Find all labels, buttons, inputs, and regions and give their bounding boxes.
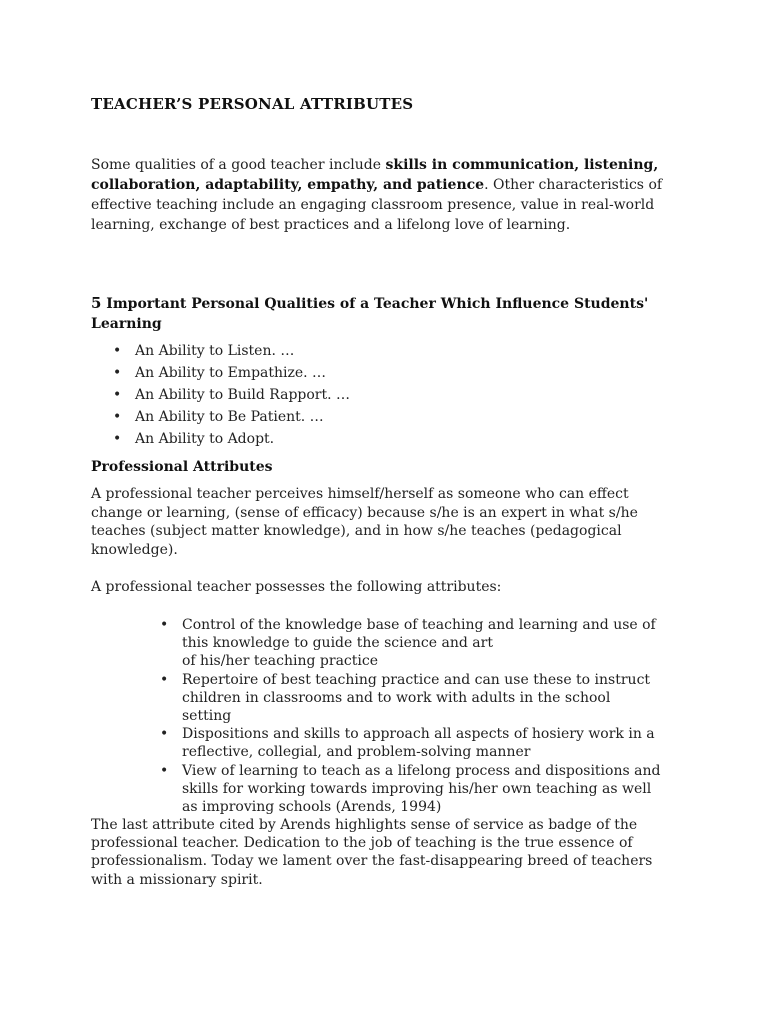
attribute-line: Control of the knowledge base of teaching and learning and use of: [182, 617, 656, 633]
attribute-line: skills for working towards improving his/her own teaching as well: [182, 780, 652, 797]
bullet-icon: •: [160, 762, 169, 779]
intro-line-1: [91, 155, 681, 175]
attributes-intro: A professional teacher possesses the following attributes:: [91, 579, 502, 595]
list-item: [160, 616, 680, 671]
attribute-line: reflective, collegial, and problem-solving manner: [182, 744, 531, 761]
professional-paragraph: [91, 485, 671, 559]
attribute-line: Repertoire of best teaching practice and can use these to instruct: [182, 671, 651, 688]
intro-line-4: learning, exchange of best practices and a lifelong love of learning.: [91, 217, 571, 233]
list-item: [91, 384, 350, 406]
bullet-icon: •: [113, 387, 122, 403]
closing-line: The last attribute cited by Arends highlights sense of service as badge of the: [91, 817, 638, 833]
bullet-icon: •: [113, 409, 122, 425]
closing-line: professionalism. Today we lament over the fast-disappearing breed of teachers: [91, 853, 653, 870]
list-item: [91, 362, 350, 384]
quality-text: An Ability to Be Patient. …: [135, 409, 324, 425]
list-item: [160, 762, 680, 817]
quality-text: An Ability to Adopt.: [135, 431, 275, 447]
professional-line: teaches (subject matter knowledge), and in how s/he teaches (pedagogical: [91, 523, 622, 539]
professional-line: change or learning, (sense of efficacy) because s/he is an expert in what s/he: [91, 504, 638, 521]
bullet-icon: •: [160, 617, 169, 633]
closing-paragraph: [91, 816, 671, 889]
attribute-line: View of learning to teach as a lifelong process and dispositions and: [182, 762, 661, 779]
attribute-line: of his/her teaching practice: [182, 653, 378, 670]
bullet-icon: •: [113, 365, 122, 381]
attribute-line: as improving schools (Arends, 1994): [182, 799, 442, 816]
attribute-line: this knowledge to guide the science and art: [182, 635, 493, 652]
list-item: [91, 428, 350, 450]
qualities-heading: [91, 293, 681, 334]
quality-text: An Ability to Empathize. …: [135, 365, 327, 381]
intro-line-3: effective teaching include an engaging classroom presence, value in real-world: [91, 197, 655, 213]
closing-line: with a missionary spirit.: [91, 871, 263, 888]
qualities-heading-line-1: [91, 293, 681, 314]
attribute-line: children in classrooms and to work with adults in the school: [182, 689, 611, 706]
attribute-line: Dispositions and skills to approach all aspects of hosiery work in a: [182, 726, 655, 743]
qualities-heading-text: Important Personal Qualities of a Teacher Which Influence Students': [101, 296, 649, 312]
intro-text-after: . Other characteristics of: [484, 177, 663, 193]
bullet-icon: •: [113, 343, 122, 359]
quality-text: An Ability to Build Rapport. …: [135, 387, 351, 403]
quality-text: An Ability to Listen. …: [135, 343, 295, 359]
professional-line: A professional teacher perceives himself/herself as someone who can effect: [91, 486, 629, 502]
list-item: [160, 671, 680, 726]
list-item: [91, 340, 350, 362]
intro-line-2: [91, 175, 681, 195]
list-item: [160, 725, 680, 761]
intro-paragraph: [91, 155, 681, 235]
list-item: [91, 406, 350, 428]
bullet-icon: •: [160, 726, 169, 743]
professional-line: knowledge).: [91, 541, 178, 558]
intro-bold-2: collaboration, adaptability, empathy, and patience: [91, 177, 485, 193]
intro-bold-1: skills in communication, listening,: [385, 157, 659, 173]
professional-heading: Professional Attributes: [91, 459, 273, 475]
page-title: TEACHER’S PERSONAL ATTRIBUTES: [91, 95, 414, 113]
attributes-list: [160, 616, 680, 816]
bullet-icon: •: [113, 431, 122, 447]
qualities-list: [91, 340, 350, 450]
qualities-count: 5: [91, 294, 102, 312]
qualities-heading-line-2: Learning: [91, 316, 162, 332]
bullet-icon: •: [160, 671, 169, 688]
intro-text-before: Some qualities of a good teacher include: [91, 157, 386, 173]
closing-line: professional teacher. Dedication to the job of teaching is the true essence of: [91, 835, 633, 852]
attribute-line: setting: [182, 708, 232, 725]
